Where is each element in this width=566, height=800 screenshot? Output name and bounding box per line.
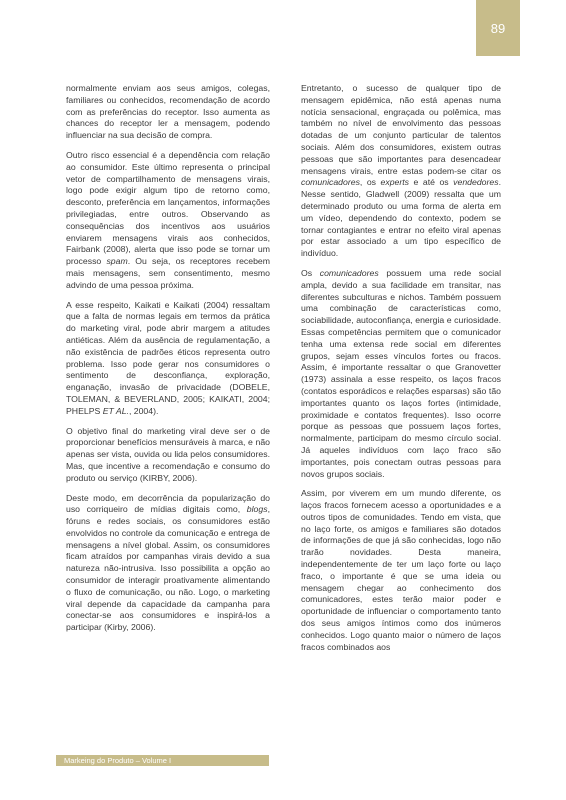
- paragraph: Entretanto, o sucesso de qualquer tipo de mensagem epidêmica, não está apenas numa notícia sensacional, engraçada ou polêmica, mas também no nível de envolvimento das pessoas dotadas de um conjunto particular de talentos sociais. Além dos consumidores, existem outras pessoas que são importantes para desencadear mensagens virais, entre estas podem-se citar os comunicadores, os experts e até os vendedores. Nesse sentido, Gladwell (2009) ressalta que um determinado produto ou uma forma de alerta em um vídeo, dependendo do contexto, podem se tornar contagiantes e entrar no efeito viral apenas por estar associado a um tipo específico de indivíduo.: [301, 83, 501, 259]
- left-column: [66, 83, 270, 642]
- paragraph: Outro risco essencial é a dependência com relação ao consumidor. Este último representa o principal vetor de compartilhamento de mensagens virais, logo pode exigir algum tipo de retorno como, desconto, preferência em lançamentos, informações privilegiadas, entre outros. Observando as consequências dos incentivos aos usuários enviarem mensagens virais aos conhecidos, Fairbank (2008), alerta que isso pode se tornar um processo spam. Ou seja, os receptores recebem mais mensagens, sem consentimento, mesmo advindo de uma pessoa próxima.: [66, 149, 270, 290]
- right-column: [301, 83, 501, 661]
- paragraph: normalmente enviam aos seus amigos, colegas, familiares ou conhecidos, recomendação de acordo com as preferências do receptor. Isso aumenta as chances do receptor ler a mensagem, podendo influenciar na sua decisão de compra.: [66, 83, 270, 141]
- paragraph: A esse respeito, Kaikati e Kaikati (2004) ressaltam que a falta de normas legais em termos da prática do marketing viral, pode abrir margem a atitudes antiéticas. Além da ausência de regulamentação, a não existência de padrões éticos representa outro problema. Isso pode gerar nos consumidores o sentimento de desconfiança, exploração, enganação, invasão de privacidade (DOBELE, TOLEMAN, & BEVERLAND, 2005; KAIKATI, 2004; PHELPS ET AL., 2004).: [66, 299, 270, 416]
- paragraph: Assim, por viverem em um mundo diferente, os laços fracos fornecem acesso a oportunidades e a outros tipos de comunidades. Tendo em vista, que no laço forte, os amigos e familiares são dotados de informações de que já são conhecidas, logo não trarão novidades. Desta maneira, independentemente de ter um laço forte ou laço fraco, o importante é que se uma ideia ou mensagem chegar ao conhecimento dos comunicadores, estes terão maior poder e oportunidade de influenciar o comportamento tanto dos seus amigos íntimos como dos inúmeros conhecidos. Logo quanto maior o número de laços fracos combinados aos: [301, 488, 501, 652]
- footer-title: Markeing do Produto – Volume I: [56, 755, 269, 766]
- paragraph: Deste modo, em decorrência da popularização do uso corriqueiro de mídias digitais como, blogs, fóruns e redes sociais, os consumidores estão envolvidos no controle da comunicação e entrega de mensagens a nível global. Assim, os consumidores ficam atraídos por campanhas virais devido a sua natureza não-intrusiva. Isso possibilita a opção ao consumidor de interagir proativamente alimentando o fluxo de comunicação, ou não. Logo, o marketing viral depende da capacidade da campanha para conectar-se aos consumidores e inspirá-los a participar (Kirby, 2006).: [66, 492, 270, 633]
- paragraph: Os comunicadores possuem uma rede social ampla, devido a sua facilidade em transitar, nas diferentes subculturas e nichos. Também possuem uma combinação de características como, sociabilidade, autoconfiança, energia e curiosidade. Essas competências permitem que o comunicador tenha uma extensa rede social em diferentes grupos, sejam esses vínculos fortes ou fracos. Assim, é importante ressaltar o que Granovetter (1973) assinala a esse respeito, os laços fracos (contatos esporádicos e relações esparsas) são tão importantes quanto os laços fortes (intimidade, proximidade e contatos frequentes). Isso ocorre porque as pessoas que possuem laços fortes, normalmente, participam do mesmo círculo social. Já aqueles indivíduos com laço fraco são importantes, pois conectam outras pessoas para novos grupos sociais.: [301, 267, 502, 479]
- paragraph: O objetivo final do marketing viral deve ser o de proporcionar benefícios mensuráveis à marca, e não apenas ser vista, ouvida ou lida pelos consumidores. Mas, que incentive a recomendação e consumo do produto ou serviço (KIRBY, 2006).: [66, 425, 270, 483]
- page-number: 89: [476, 0, 520, 56]
